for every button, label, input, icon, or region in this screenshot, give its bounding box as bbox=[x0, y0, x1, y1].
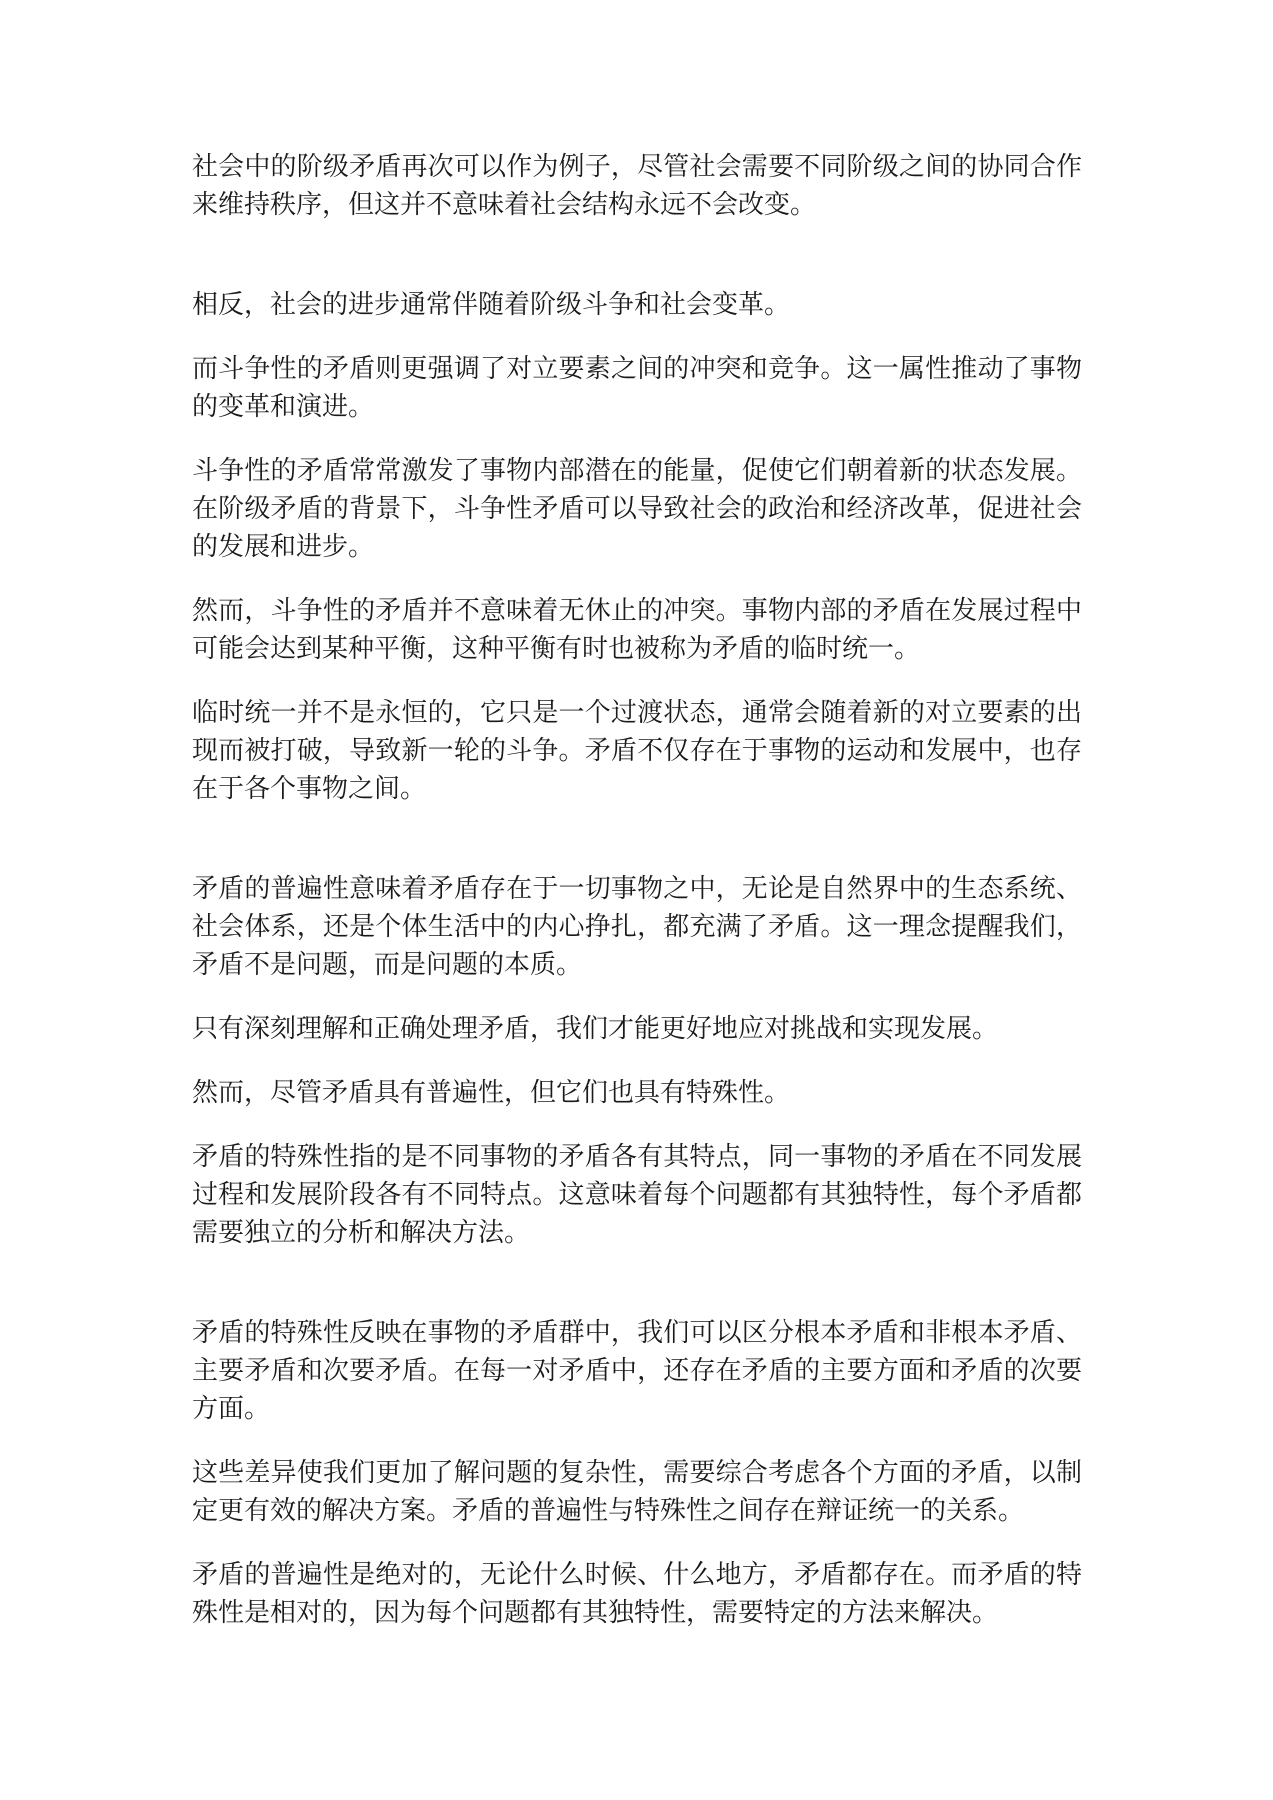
paragraph: 矛盾的特殊性指的是不同事物的矛盾各有其特点，同一事物的矛盾在不同发展过程和发展阶段各有不同特点。这意味着每个问题都有其独特性，每个矛盾都需要独立的分析和解决方法。 bbox=[192, 1142, 1082, 1248]
paragraph: 斗争性的矛盾常常激发了事物内部潜在的能量，促使它们朝着新的状态发展。在阶级矛盾的背景下，斗争性矛盾可以导致社会的政治和经济改革，促进社会的发展和进步。 bbox=[192, 456, 1082, 562]
paragraph: 然而，尽管矛盾具有普遍性，但它们也具有特殊性。 bbox=[192, 1078, 791, 1108]
paragraph: 矛盾的普遍性意味着矛盾存在于一切事物之中，无论是自然界中的生态系统、社会体系，还是个体生活中的内心挣扎，都充满了矛盾。这一理念提醒我们，矛盾不是问题，而是问题的本质。 bbox=[192, 874, 1082, 980]
paragraph: 而斗争性的矛盾则更强调了对立要素之间的冲突和竞争。这一属性推动了事物的变革和演进。 bbox=[192, 354, 1082, 422]
paragraph: 临时统一并不是永恒的，它只是一个过渡状态，通常会随着新的对立要素的出现而被打破，导致新一轮的斗争。矛盾不仅存在于事物的运动和发展中，也存在于各个事物之间。 bbox=[192, 698, 1082, 804]
document-body bbox=[192, 148, 1082, 1658]
paragraph: 矛盾的特殊性反映在事物的矛盾群中，我们可以区分根本矛盾和非根本矛盾、主要矛盾和次要矛盾。在每一对矛盾中，还存在矛盾的主要方面和矛盾的次要方面。 bbox=[192, 1318, 1082, 1424]
paragraph: 这些差异使我们更加了解问题的复杂性，需要综合考虑各个方面的矛盾，以制定更有效的解决方案。矛盾的普遍性与特殊性之间存在辩证统一的关系。 bbox=[192, 1458, 1082, 1526]
paragraph: 矛盾的普遍性是绝对的，无论什么时候、什么地方，矛盾都存在。而矛盾的特殊性是相对的，因为每个问题都有其独特性，需要特定的方法来解决。 bbox=[192, 1560, 1082, 1628]
paragraph: 只有深刻理解和正确处理矛盾，我们才能更好地应对挑战和实现发展。 bbox=[192, 1014, 999, 1044]
paragraph: 然而，斗争性的矛盾并不意味着无休止的冲突。事物内部的矛盾在发展过程中可能会达到某种平衡，这种平衡有时也被称为矛盾的临时统一。 bbox=[192, 596, 1082, 664]
paragraph: 社会中的阶级矛盾再次可以作为例子，尽管社会需要不同阶级之间的协同合作来维持秩序，但这并不意味着社会结构永远不会改变。 bbox=[192, 152, 1082, 220]
paragraph: 相反，社会的进步通常伴随着阶级斗争和社会变革。 bbox=[192, 290, 791, 320]
